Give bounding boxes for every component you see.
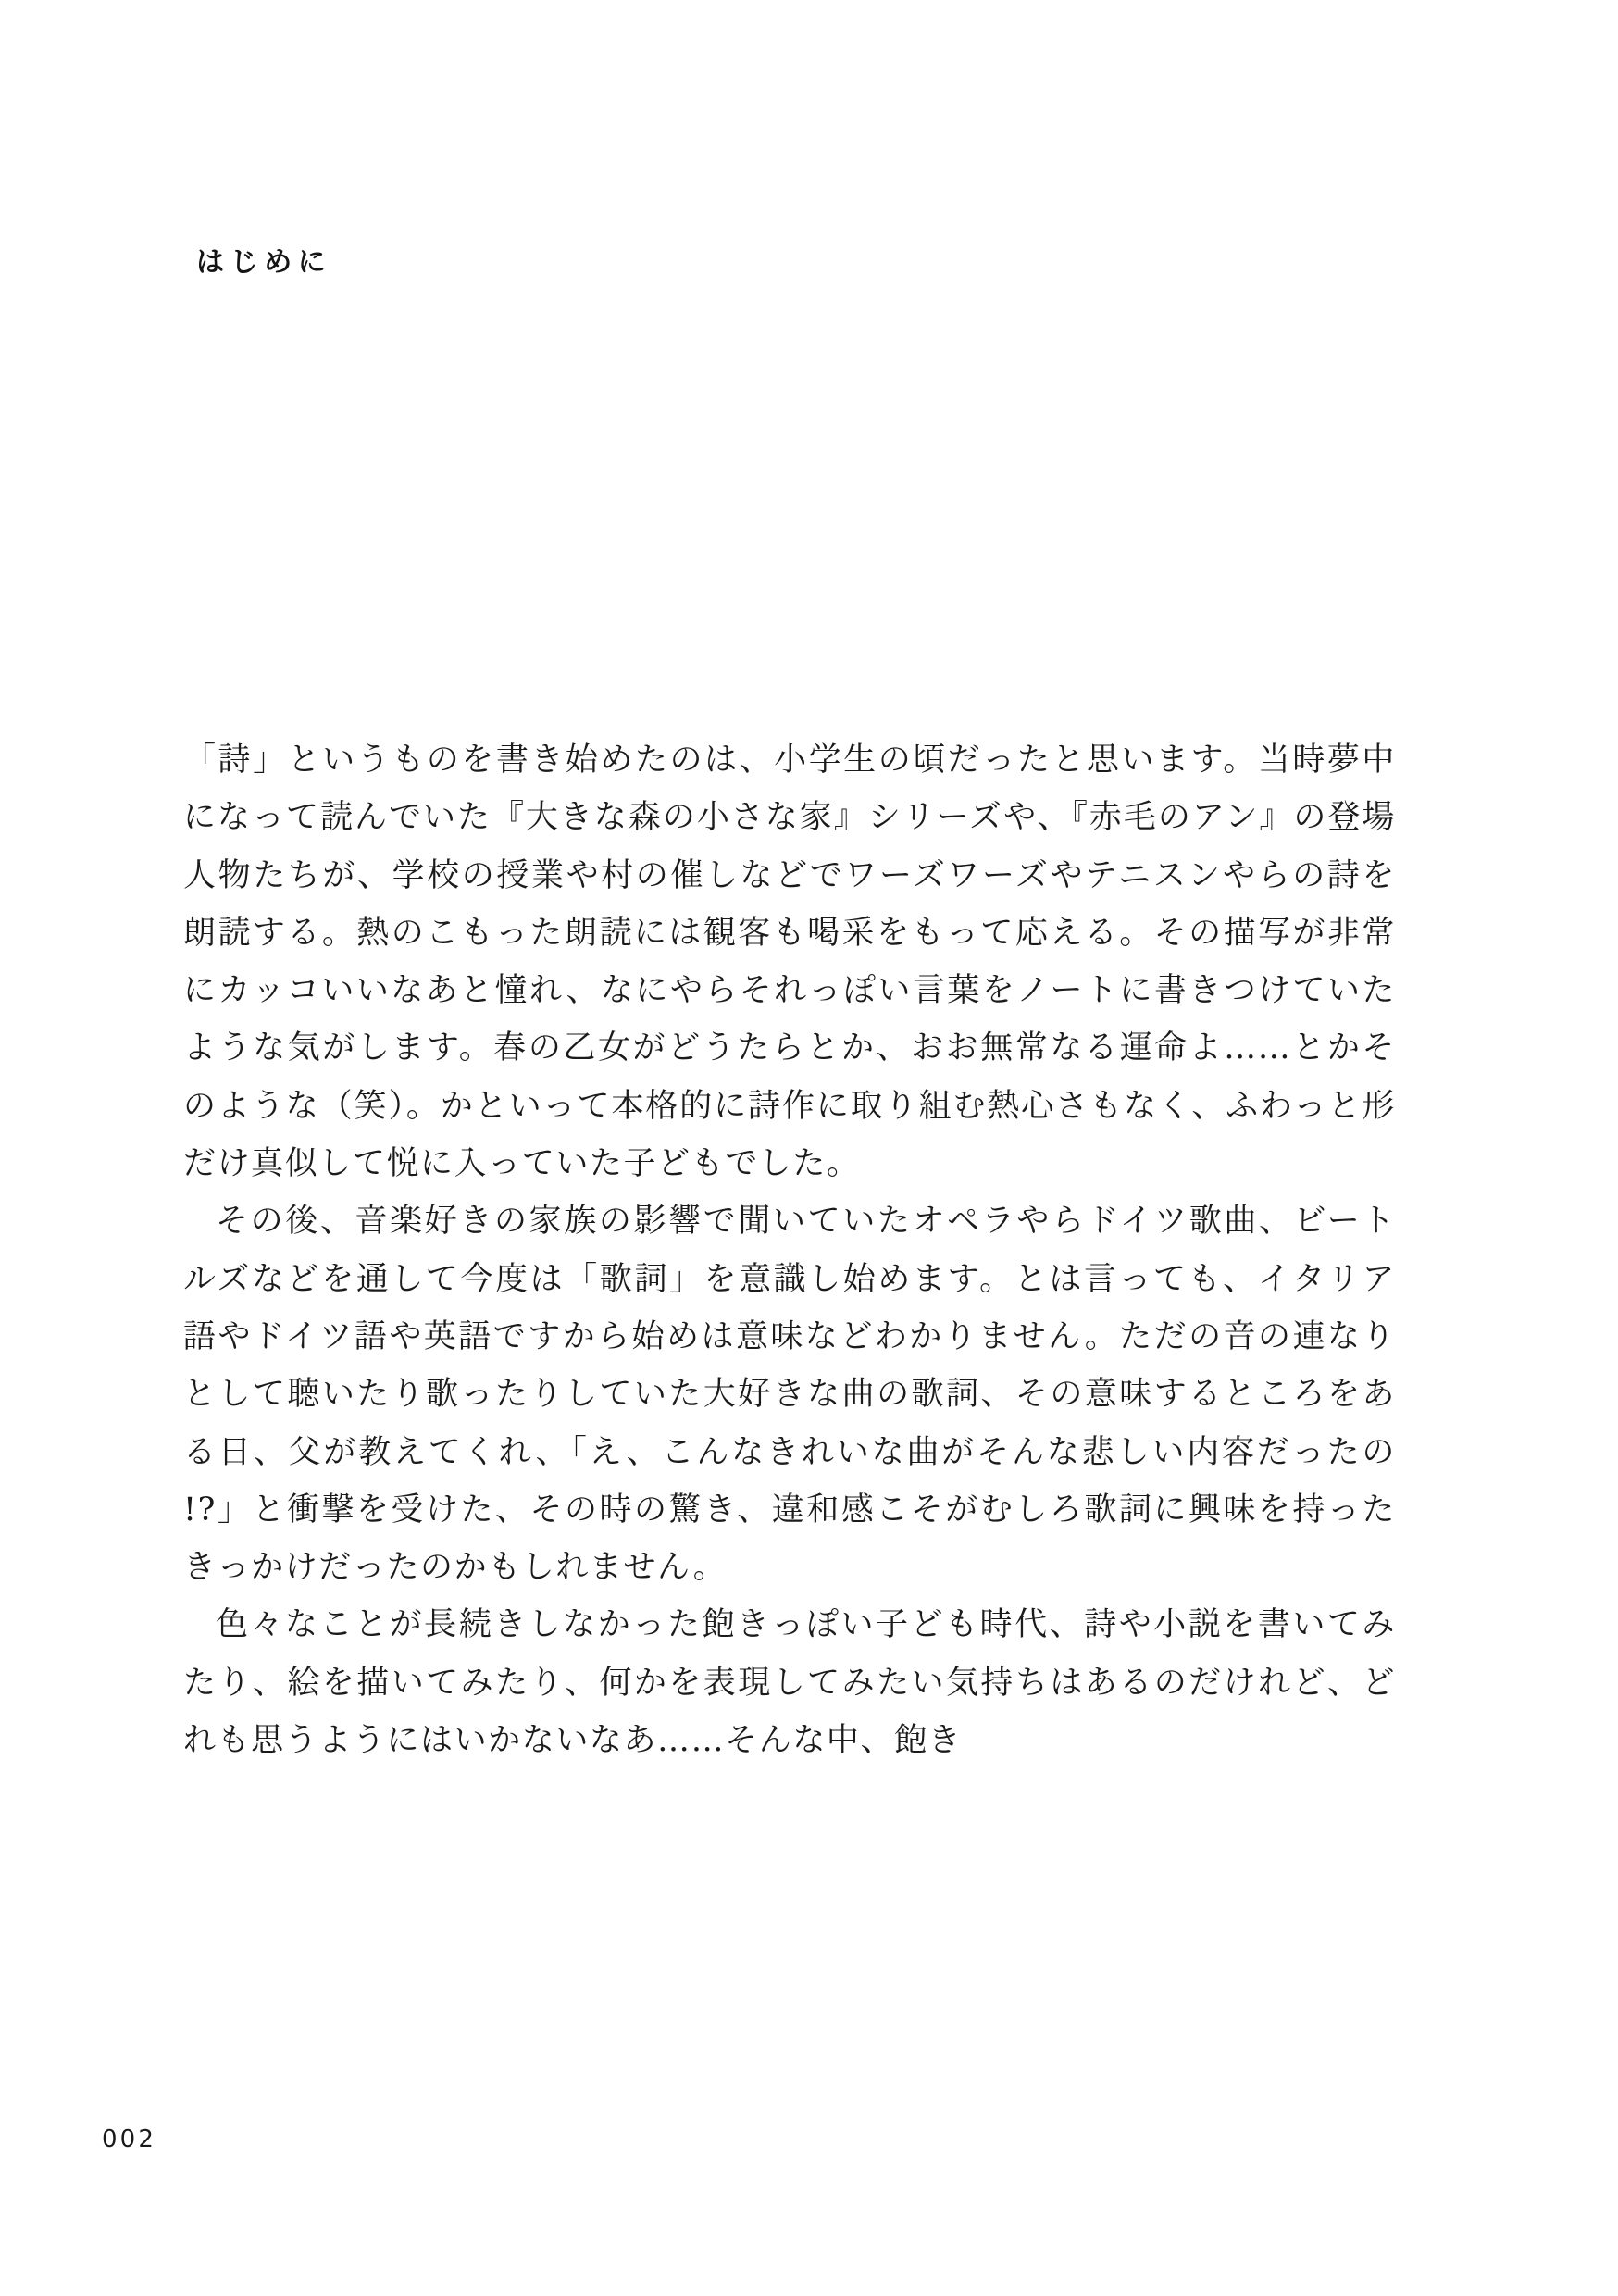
page-number: 002 <box>102 2126 156 2153</box>
paragraph: 色々なことが長続きしなかった飽きっぽい子ども時代、詩や小説を書いてみたり、絵を描いてみたり、何かを表現してみたい気持ちはあるのだけれど、どれも思うようにはいかないなあ……そんな中、飽き <box>183 1606 1396 1760</box>
paragraph: 「詩」というものを書き始めたのは、小学生の頃だったと思います。当時夢中になって読んでいた『大きな森の小さな家』シリーズや、『赤毛のアン』の登場人物たちが、学校の授業や村の催しなどでワーズワーズやテニスンやらの詩を朗読する。熱のこもった朗読には観客も喝采をもって応える。その描写が非常にカッコいいなあと憧れ、なにやらそれっぽい言葉をノートに書きつけていたような気がします。春の乙女がどうたらとか、おお無常なる運命よ……とかそのような（笑）。かといって本格的に詩作に取り組む熱心さもなく、ふわっと形だけ真似して悦に入っていた子どもでした。 <box>183 742 1397 1183</box>
chapter-heading: はじめに <box>196 246 332 279</box>
paragraph: その後、音楽好きの家族の影響で聞いていたオペラやらドイツ歌曲、ビートルズなどを通して今度は「歌詞」を意識し始めます。とは言っても、イタリア語やドイツ語や英語ですから始めは意味などわかりません。ただの音の連なりとして聴いたり歌ったりしていた大好きな曲の歌詞、その意味するところをある日、父が教えてくれ、「え、こんなきれいな曲がそんな悲しい内容だったの !?」と衝撃を受けた、その時の驚き、違和感こそがむしろ歌詞に興味を持ったきっかけだったのかもしれません。 <box>183 1203 1396 1587</box>
body-text-block <box>183 731 1396 1769</box>
